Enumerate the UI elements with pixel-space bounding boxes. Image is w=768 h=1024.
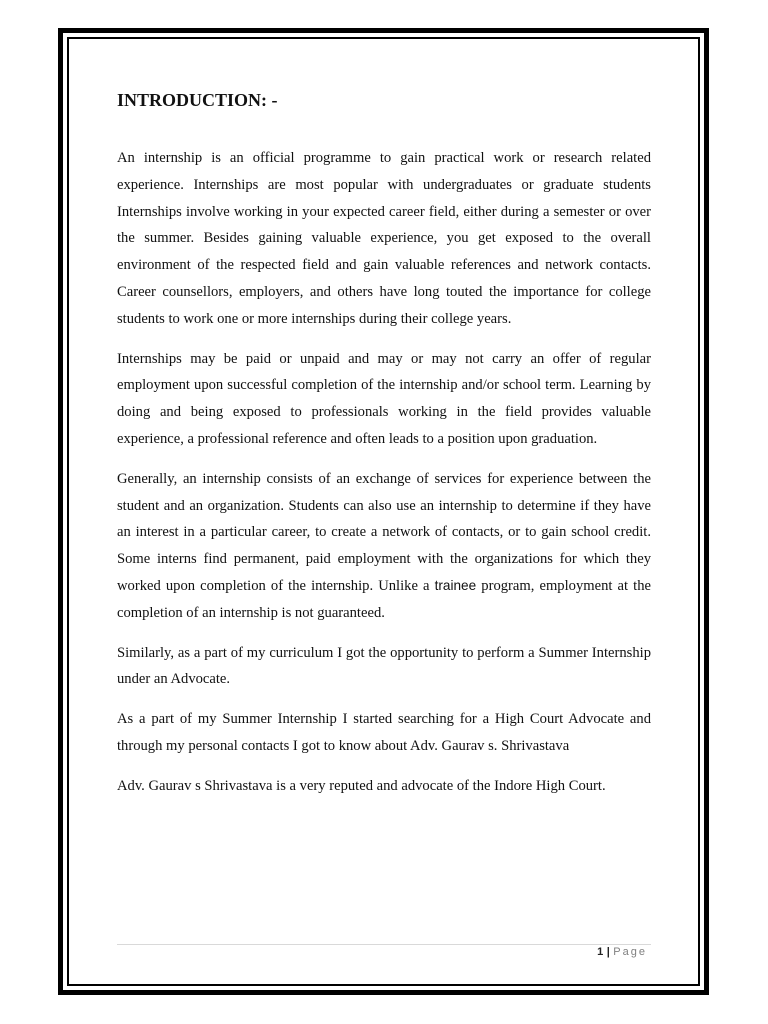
- paragraph-2: Internships may be paid or unpaid and may or may not carry an offer of regular employment upon successful completion of the internship and/or school term. Learning by doing and being exposed to professionals working in the field provides valuable experience, a professional reference and often leads to a position upon graduation.: [117, 350, 651, 447]
- page-separator: |: [606, 946, 611, 958]
- page-label: Page: [613, 946, 647, 958]
- page-footer: [597, 946, 647, 958]
- paragraph-1: An internship is an official programme to gain practical work or research related experience. Internships are most popular with undergraduates or graduate students Internships involve working in your expected career field, either during a semester or over the summer. Besides gaining valuable experience, you get exposed to the overall environment of the respected field and gain valuable references and network contacts. Career counsellors, employers, and others have long touted the importance for college students to work one or more internships during their college years.: [117, 150, 651, 327]
- paragraph-6: Adv. Gaurav s Shrivastava is a very reputed and advocate of the Indore High Court.: [117, 777, 606, 794]
- paragraph-3: [117, 466, 651, 627]
- page-number: 1: [597, 946, 604, 958]
- trainee-link[interactable]: trainee: [434, 577, 477, 593]
- section-heading: INTRODUCTION: -: [117, 90, 278, 110]
- paragraph-5: As a part of my Summer Internship I started searching for a High Court Advocate and through my personal contacts I got to know about Adv. Gaurav s. Shrivastava: [117, 711, 651, 754]
- footer-divider: [117, 944, 651, 945]
- paragraph-4: Similarly, as a part of my curriculum I got the opportunity to perform a Summer Internship under an Advocate.: [117, 644, 651, 688]
- paragraph-3-text-b: program, employment at the completion of an internship is not guaranteed.: [117, 577, 651, 621]
- document-body: [117, 85, 651, 813]
- paragraph-3-text-a: Generally, an internship consists of an exchange of services for experience between the student and an organization. Students can also use an internship to determine if they have an interest in a particular career, to create a network of contacts, or to gain school credit. Some interns find permanent, paid employment with the organizations for which they worked upon completion of the internship. Unlike a: [117, 470, 651, 594]
